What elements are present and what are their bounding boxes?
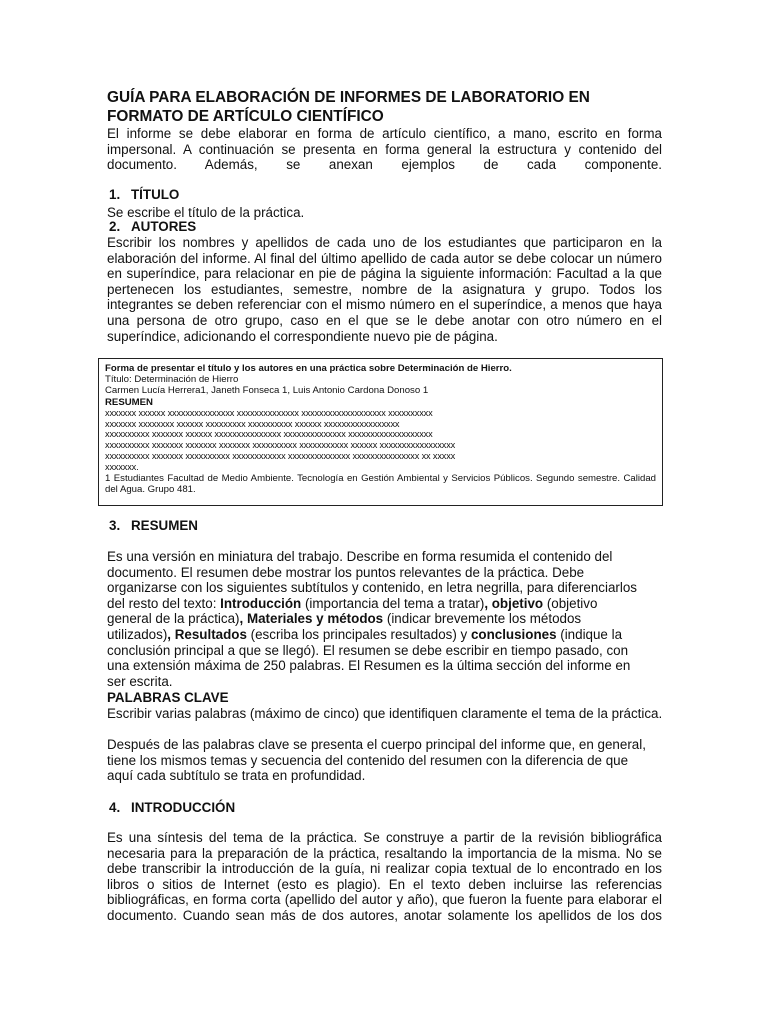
filler-line: xxxxxxxxxx xxxxxxx xxxxxxx xxxxxxx xxxxxxxxxx xxxxxxxxxxx xxxxxx xxxxxxxxxxxxxxxxx — [105, 440, 456, 451]
filler-line: xxxxxxx xxxxxxxx xxxxxx xxxxxxxxx xxxxxxxxxx xxxxxx xxxxxxxxxxxxxxxxx — [105, 418, 400, 429]
bold-introduccion: Introducción — [220, 595, 302, 611]
section-1-heading: 1. TÍTULO — [109, 187, 180, 202]
filler-line: xxxxxxx xxxxxx xxxxxxxxxxxxxxx xxxxxxxxxxxxxx xxxxxxxxxxxxxxxxxxx xxxxxxxxxx — [105, 407, 433, 418]
section-4-heading: 4. INTRODUCCIÓN — [109, 800, 236, 815]
bold-resultados: , Resultados — [167, 626, 247, 642]
bold-materiales: , Materiales y métodos — [239, 611, 384, 627]
section-2-heading: 2. AUTORES — [109, 219, 197, 234]
intro-paragraph: El informe se debe elaborar en forma de artículo científico, a mano, escrito en forma impersonal. A continuación se presenta en forma general la estructura y contenido del documento. Además, se anexan ejemplos de cada componente. — [107, 126, 662, 173]
example-title-line: Título: Determinación de Hierro — [105, 374, 239, 386]
keywords-text: Escribir varias palabras (máximo de cinco) que identifiquen claramente el tema de la práctica. — [107, 706, 663, 721]
example-box-header: Forma de presentar el título y los autores en una práctica sobre Determinación de Hierro. — [105, 363, 512, 374]
document-body — [107, 88, 662, 188]
document-title: GUÍA PARA ELABORACIÓN DE INFORMES DE LABORATORIO EN FORMATO DE ARTÍCULO CIENTÍFICO — [107, 89, 590, 125]
section-2-text: Escribir los nombres y apellidos de cada uno de los estudiantes que participaron en la elaboración del informe. Al final del último apellido de cada autor se debe colocar un número en superíndice, para relacionar en pie de página la siguiente información: Facultad a la que pertenecen los estudiantes, semestre, nombre de la asignatura y grupo. Todos los integrantes se deben referenciar con el mismo número en el superíndice, a menos que haya una persona de otro grupo, caso en el que se le debe anotar con otro número en el superíndice, adicionando el correspondiente nuevo pie de página. — [107, 235, 662, 344]
keywords-after-text: Después de las palabras clave se presenta el cuerpo principal del informe que, en general, tiene los mismos temas y secuencia del contenido del resumen con la diferencia de que aquí cada subtítulo se trata en profundidad. — [107, 737, 646, 784]
keywords-heading: PALABRAS CLAVE — [107, 690, 229, 705]
example-box — [98, 358, 663, 506]
example-footnote: 1 Estudiantes Facultad de Medio Ambiente. Tecnología en Gestión Ambiental y Servicios Públicos. Segundo semestre. Calidad del Agua. Grupo 481. — [105, 472, 656, 495]
section-3-text: Es una versión en miniatura del trabajo. Describe en forma resumida el contenido del documento. El resumen debe mostrar los puntos relevantes de la práctica. Debe organizarse con los siguientes subtítulos y contenido, en letra negrilla, para diferenciarlos del resto del texto: Introducción (importancia del tema a tratar), objetivo (objetivo general de la práctica), Materiales y métodos (indicar brevemente los métodos utilizados), Resultados (escriba los principales resultados) y conclusiones (indique la conclusión principal a que se llegó). El resumen se debe escribir en tiempo pasado, con una extensión máxima de 250 palabras. El Resumen es la última sección del informe en ser escrita. — [107, 549, 637, 689]
bold-objetivo: , objetivo — [484, 595, 544, 611]
section-1-text: Se escribe el título de la práctica. — [107, 205, 305, 220]
example-resumen-label: RESUMEN — [105, 396, 153, 408]
filler-line: xxxxxxxxxx xxxxxxx xxxxxx xxxxxxxxxxxxxxx xxxxxxxxxxxxxx xxxxxxxxxxxxxxxxxxx — [105, 429, 433, 440]
example-authors-line: Carmen Lucía Herrera1, Janeth Fonseca 1, Luis Antonio Cardona Donoso 1 — [105, 385, 429, 397]
filler-line: xxxxxxx. — [105, 461, 139, 472]
bold-conclusiones: conclusiones — [470, 626, 557, 642]
section-4-text: Es una síntesis del tema de la práctica. Se construye a partir de la revisión bibliográfica necesaria para la preparación de la práctica, resaltando la importancia de la misma. No se debe transcribir la introducción de la guía, ni realizar copia textual de lo encontrado en los libros o sitios de Internet (esto es plagio). En el texto deben incluirse las referencias bibliográficas, en forma corta (apellido del autor y año), que fueron la fuente para elaborar el documento. Cuando sean más de dos autores, anotar solamente los apellidos de los dos — [107, 830, 662, 923]
section-3-heading: 3. RESUMEN — [109, 518, 198, 533]
filler-line: xxxxxxxxxx xxxxxxx xxxxxxxxxx xxxxxxxxxxxx xxxxxxxxxxxxxx xxxxxxxxxxxxxxx xx xxxxx — [105, 451, 456, 461]
